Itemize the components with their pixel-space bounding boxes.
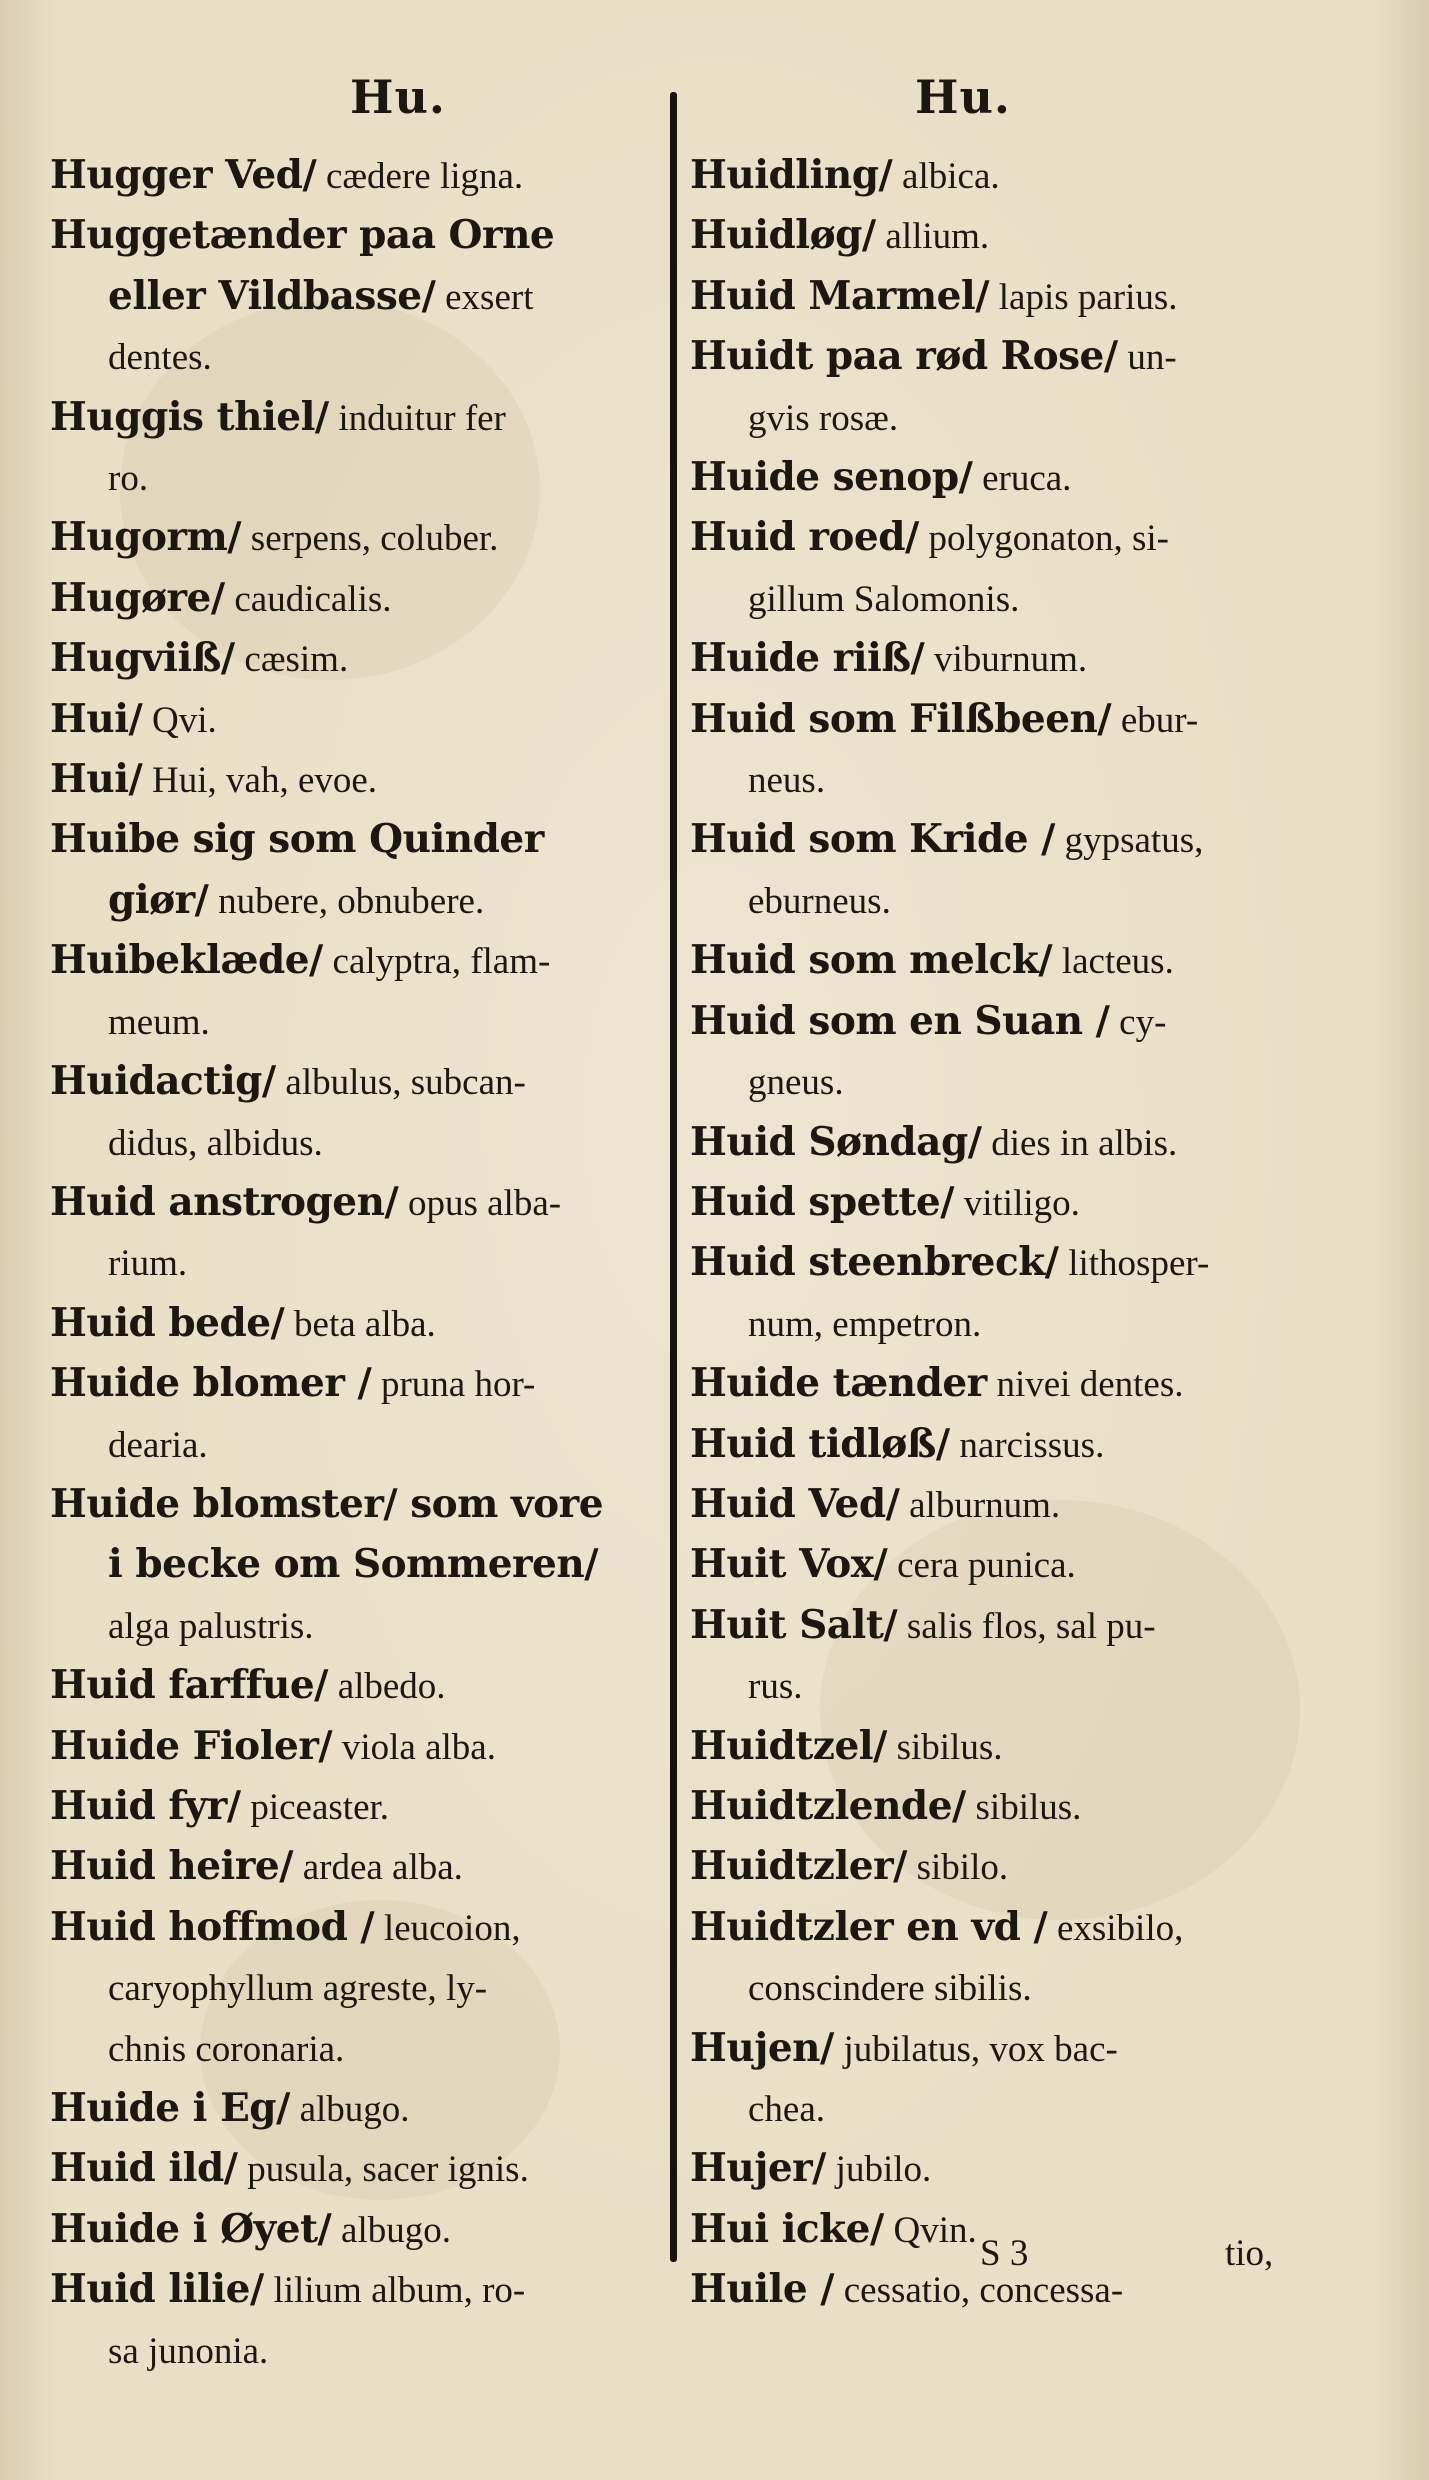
headword: Huggis thiel/ [50, 393, 329, 440]
line-text [50, 393, 506, 440]
latin-gloss: pruna hor- [380, 1364, 536, 1406]
headword: Hugger Ved/ [50, 152, 317, 198]
latin-gloss: allium. [885, 216, 990, 258]
headword: Huit Salt/ [690, 1601, 898, 1648]
latin-gloss: conscindere sibilis. [748, 1968, 1032, 2010]
headword: Huid ild/ [50, 2145, 238, 2192]
headword: Huid spette/ [690, 1178, 954, 1225]
latin-gloss: Qvi. [152, 699, 217, 741]
line-text [690, 388, 1310, 448]
latin-gloss: sibilo. [916, 1847, 1009, 1889]
headword: Hui/ [50, 756, 143, 803]
headword: Huid farffue/ [50, 1662, 328, 1709]
line-text [50, 2268, 525, 2311]
line-text [50, 154, 523, 197]
dictionary-line [50, 267, 670, 327]
latin-gloss: leucoion, [383, 1907, 521, 1949]
latin-gloss: alga palustris. [108, 1605, 314, 1647]
line-text [690, 335, 1177, 378]
headword: Huit Vox/ [690, 1541, 888, 1588]
line-text [50, 1299, 436, 1346]
latin-gloss: caryophyllum agreste, ly- [108, 1968, 488, 2010]
dictionary-line [690, 1415, 1310, 1475]
headword: Huibe sig som Quinder [50, 816, 544, 863]
headword: Hugøre/ [50, 574, 225, 621]
line-text [50, 1362, 535, 1405]
column-divider [670, 92, 677, 2262]
line-text [50, 1903, 521, 1950]
line-text [50, 267, 670, 327]
latin-gloss: sa junonia. [108, 2330, 269, 2372]
dictionary-line [690, 1052, 1310, 1112]
latin-gloss: lithosper- [1068, 1243, 1210, 1285]
line-text [50, 1958, 670, 2018]
dictionary-line [50, 1233, 670, 1293]
latin-gloss: cessatio, concessa- [843, 2270, 1124, 2312]
line-text [690, 154, 1000, 197]
dictionary-line [50, 327, 670, 387]
headword: Huidtzler/ [690, 1843, 907, 1890]
line-text [50, 1596, 670, 1656]
line-text [50, 758, 377, 801]
latin-gloss: rium. [108, 1243, 188, 1285]
line-text [690, 939, 1174, 982]
line-text [50, 2087, 410, 2130]
dictionary-line [690, 448, 1310, 508]
latin-gloss: piceaster. [250, 1786, 390, 1828]
latin-gloss: nivei dentes. [996, 1364, 1184, 1406]
latin-gloss: albulus, subcan- [285, 1062, 526, 1104]
dictionary-line [50, 1898, 670, 1958]
line-text [50, 574, 392, 621]
latin-gloss: alburnum. [909, 1484, 1061, 1526]
line-text [690, 1722, 1003, 1769]
dictionary-line [50, 1777, 670, 1837]
headword: Huid fyr/ [50, 1782, 241, 1829]
headword: Huid som Filßbeen/ [690, 695, 1112, 742]
left-column-header: Hu. [350, 70, 446, 124]
dictionary-line [50, 1596, 670, 1656]
headword: Huid som Kride / [690, 816, 1055, 863]
latin-gloss: gneus. [748, 1062, 844, 1104]
line-text [690, 1420, 1105, 1467]
line-text [690, 1958, 1310, 2018]
headword: Hugviiß/ [50, 635, 235, 682]
latin-gloss: albica. [902, 156, 1000, 197]
dictionary-line [690, 1837, 1310, 1897]
line-text [690, 1052, 1310, 1112]
dictionary-line [50, 146, 670, 206]
line-text [50, 1480, 604, 1527]
headword: Huile / [690, 2266, 834, 2313]
latin-gloss: exsert [445, 276, 534, 318]
latin-gloss: dies in albis. [991, 1122, 1178, 1164]
latin-gloss: narcissus. [959, 1424, 1105, 1466]
line-text [690, 1241, 1209, 1284]
headword: Huibeklæde/ [50, 937, 323, 984]
dictionary-line [690, 206, 1310, 266]
headword: Huid tidløß/ [690, 1420, 950, 1467]
dictionary-line [50, 2321, 670, 2381]
headword: Huide blomer / [50, 1360, 372, 1407]
dictionary-line [690, 1596, 1310, 1656]
headword: Huide senop/ [690, 454, 973, 501]
dictionary-line [50, 1475, 670, 1535]
line-text [690, 272, 1178, 319]
latin-gloss: albedo. [337, 1666, 446, 1708]
line-text [690, 1362, 1183, 1405]
latin-gloss: induitur fer [338, 397, 506, 439]
line-text [50, 327, 670, 387]
dictionary-line [690, 1173, 1310, 1233]
latin-gloss: eruca. [982, 458, 1072, 500]
headword: Hui/ [50, 695, 143, 742]
line-text [690, 1543, 1076, 1586]
line-text [690, 818, 1203, 861]
dictionary-line [690, 1717, 1310, 1777]
line-text [50, 2147, 529, 2190]
line-text [50, 818, 544, 861]
line-text [50, 516, 498, 559]
dictionary-line [50, 992, 670, 1052]
latin-gloss: gillum Salomonis. [748, 578, 1020, 620]
latin-gloss: viburnum. [933, 639, 1088, 681]
headword: i becke om Sommeren/ [108, 1541, 598, 1588]
line-text [690, 637, 1087, 680]
line-text [50, 695, 217, 742]
dictionary-line [50, 629, 670, 689]
headword: Huide tænder [690, 1360, 987, 1407]
latin-gloss: vitiligo. [963, 1182, 1080, 1224]
headword: Huidtzel/ [690, 1722, 887, 1769]
latin-gloss: albugo. [299, 2089, 410, 2130]
signature-mark: S 3 [980, 2233, 1029, 2274]
catchword: tio, [1225, 2233, 1274, 2274]
latin-gloss: exsibilo, [1056, 1907, 1184, 1949]
latin-gloss: num, empetron. [748, 1303, 982, 1345]
dictionary-line [50, 810, 670, 870]
line-text [50, 1178, 562, 1225]
latin-gloss: un- [1127, 337, 1177, 379]
dictionary-line [690, 1898, 1310, 1958]
dictionary-line [690, 871, 1310, 931]
dictionary-line [690, 1113, 1310, 1173]
latin-gloss: viola alba. [341, 1726, 496, 1768]
latin-gloss: gvis rosæ. [748, 397, 899, 439]
latin-gloss: cy- [1119, 1001, 1167, 1043]
headword: Huid lilie/ [50, 2266, 264, 2313]
line-text [50, 1113, 670, 1173]
latin-gloss: ebur- [1120, 699, 1199, 741]
latin-gloss: sibilus. [896, 1726, 1003, 1768]
latin-gloss: jubilo. [835, 2149, 932, 2191]
dictionary-line [690, 810, 1310, 870]
latin-gloss: polygonaton, si- [928, 518, 1169, 560]
latin-gloss: lapis parius. [998, 276, 1178, 318]
headword: Huid som en Suan / [690, 997, 1110, 1044]
latin-gloss: beta alba. [294, 1303, 436, 1345]
line-text [690, 1656, 1310, 1716]
line-text [50, 2019, 670, 2079]
headword: Hujer/ [690, 2145, 826, 2192]
latin-gloss: pusula, sacer ignis. [247, 2149, 529, 2191]
dictionary-line [690, 1656, 1310, 1716]
latin-gloss: Qvin. [893, 2209, 977, 2251]
latin-gloss: gypsatus, [1064, 820, 1204, 862]
dictionary-line [690, 327, 1310, 387]
right-column-header: Hu. [915, 70, 1011, 124]
headword: Hugorm/ [50, 514, 242, 561]
line-text [690, 1178, 1080, 1225]
dictionary-line [50, 871, 670, 931]
right-entry-list [690, 146, 1310, 2321]
line-text [50, 214, 554, 257]
headword: Huid Ved/ [690, 1480, 900, 1527]
line-text [690, 1294, 1310, 1354]
dictionary-line [690, 1354, 1310, 1414]
headword: Huidling/ [690, 152, 893, 198]
line-text [690, 2024, 1118, 2071]
dictionary-line [50, 388, 670, 448]
dictionary-line [50, 750, 670, 810]
latin-gloss: lilium album, ro- [273, 2270, 526, 2312]
latin-gloss: didus, albidus. [108, 1122, 323, 1164]
latin-gloss: ro. [108, 458, 149, 500]
latin-gloss: ardea alba. [302, 1847, 463, 1889]
latin-gloss: eburneus. [748, 880, 891, 922]
dictionary-line [50, 1294, 670, 1354]
headword: eller Vildbasse/ [108, 272, 436, 319]
dictionary-line [690, 508, 1310, 568]
dictionary-line [50, 1958, 670, 2018]
line-text [690, 516, 1169, 559]
line-text [690, 1903, 1184, 1950]
headword: Huidactig/ [50, 1058, 276, 1105]
line-text [50, 871, 670, 931]
line-text [690, 1782, 1082, 1829]
headword: Huid bede/ [50, 1299, 285, 1346]
dictionary-line [690, 2019, 1310, 2079]
line-text [50, 1415, 670, 1475]
dictionary-line [50, 1837, 670, 1897]
dictionary-line [690, 1233, 1310, 1293]
line-text [690, 1480, 1061, 1527]
latin-gloss: meum. [108, 1001, 210, 1043]
line-text [50, 1535, 670, 1595]
dictionary-line [690, 992, 1310, 1052]
dictionary-line [50, 1535, 670, 1595]
dictionary-line [50, 448, 670, 508]
line-text [690, 695, 1199, 742]
line-text [690, 997, 1167, 1044]
latin-gloss: dearia. [108, 1424, 208, 1466]
dictionary-line [690, 388, 1310, 448]
headword: Hui icke/ [690, 2205, 884, 2252]
latin-gloss: Hui, vah, evoe. [152, 760, 378, 802]
latin-gloss: salis flos, sal pu- [906, 1605, 1156, 1647]
dictionary-line [690, 2079, 1310, 2139]
latin-gloss: cæsim. [244, 639, 349, 681]
line-text [50, 2321, 670, 2381]
dictionary-line [50, 2139, 670, 2199]
dictionary-line [50, 1052, 670, 1112]
headword: Huidtzler en vd / [690, 1903, 1048, 1950]
headword: Huidt paa rød Rose/ [690, 333, 1118, 380]
line-text [690, 1601, 1156, 1648]
dictionary-line [690, 267, 1310, 327]
line-text [690, 1118, 1178, 1165]
dictionary-line [690, 2139, 1310, 2199]
latin-gloss: serpens, coluber. [250, 518, 499, 560]
dictionary-line [50, 508, 670, 568]
dictionary-line [690, 569, 1310, 629]
dictionary-line [690, 750, 1310, 810]
headword: Huidløg/ [690, 212, 876, 259]
line-text [50, 1722, 496, 1769]
dictionary-line [690, 1535, 1310, 1595]
line-text [690, 214, 989, 257]
headword: Huid anstrogen/ [50, 1178, 399, 1225]
headword: giør/ [108, 876, 209, 923]
dictionary-line [50, 1415, 670, 1475]
dictionary-line [50, 1173, 670, 1233]
line-text [50, 992, 670, 1052]
latin-gloss: jubilatus, vox bac- [843, 2028, 1118, 2070]
latin-gloss: calyptra, flam- [332, 941, 551, 983]
headword: Huid heire/ [50, 1843, 293, 1890]
dictionary-line [690, 146, 1310, 206]
dictionary-line [50, 2019, 670, 2079]
line-text [690, 871, 1310, 931]
dictionary-line [690, 1958, 1310, 2018]
dictionary-line [50, 2079, 670, 2139]
latin-gloss: albugo. [341, 2209, 451, 2251]
line-text [50, 1060, 526, 1103]
headword: Huide riiß/ [690, 635, 925, 682]
line-text [690, 2079, 1310, 2139]
headword: Huidtzlende/ [690, 1782, 966, 1829]
line-text [50, 448, 670, 508]
latin-gloss: nubere, obnubere. [218, 880, 485, 922]
left-column [50, 70, 670, 2381]
line-text [50, 1664, 446, 1707]
dictionary-line [50, 690, 670, 750]
dictionary-line [50, 206, 670, 266]
latin-gloss: chea. [748, 2089, 826, 2130]
latin-gloss: opus alba- [407, 1182, 562, 1224]
dictionary-line [50, 569, 670, 629]
dictionary-line [50, 2260, 670, 2320]
headword: Huide i Eg/ [50, 2085, 290, 2131]
headword: Hujen/ [690, 2024, 834, 2071]
right-column [690, 70, 1310, 2321]
line-text [50, 1845, 463, 1888]
line-text [50, 1233, 670, 1293]
latin-gloss: lacteus. [1061, 941, 1174, 983]
line-text [50, 939, 550, 982]
line-text [690, 2147, 931, 2190]
headword: Huid roed/ [690, 514, 919, 561]
dictionary-line [50, 1717, 670, 1777]
line-text [690, 1845, 1008, 1888]
line-text [50, 2205, 451, 2252]
dictionary-line [50, 931, 670, 991]
headword: Huid som melck/ [690, 937, 1053, 984]
dictionary-line [690, 931, 1310, 991]
headword: Huide i Øyet/ [50, 2205, 332, 2252]
line-text [690, 2205, 977, 2252]
dictionary-line [690, 629, 1310, 689]
dictionary-line [690, 1294, 1310, 1354]
headword: Huid Søndag/ [690, 1118, 982, 1165]
line-text [50, 637, 348, 680]
headword: Huid steenbreck/ [690, 1239, 1059, 1286]
line-text [690, 2268, 1123, 2311]
latin-gloss: chnis coronaria. [108, 2028, 345, 2070]
latin-gloss: caudicalis. [234, 578, 392, 620]
dictionary-line [690, 1475, 1310, 1535]
line-text [690, 456, 1071, 499]
headword: Huggetænder paa Orne [50, 212, 555, 259]
dictionary-line [50, 1113, 670, 1173]
latin-gloss: cera punica. [897, 1545, 1076, 1587]
latin-gloss: cædere ligna. [325, 156, 524, 197]
headword: Huid Marmel/ [690, 272, 989, 319]
headword: Huide Fioler/ [50, 1722, 333, 1769]
latin-gloss: dentes. [108, 337, 212, 379]
line-text [690, 750, 1310, 810]
line-text [50, 1782, 390, 1829]
dictionary-line [50, 2200, 670, 2260]
latin-gloss: sibilus. [975, 1786, 1082, 1828]
dictionary-line [690, 690, 1310, 750]
dictionary-line [50, 1656, 670, 1716]
headword: Huide blomster/ som vore [50, 1480, 604, 1527]
latin-gloss: rus. [748, 1666, 803, 1708]
dictionary-line [690, 1777, 1310, 1837]
dictionary-line [50, 1354, 670, 1414]
line-text [690, 569, 1310, 629]
latin-gloss: neus. [748, 760, 826, 802]
left-entry-list [50, 146, 670, 2381]
headword: Huid hoffmod / [50, 1903, 375, 1950]
